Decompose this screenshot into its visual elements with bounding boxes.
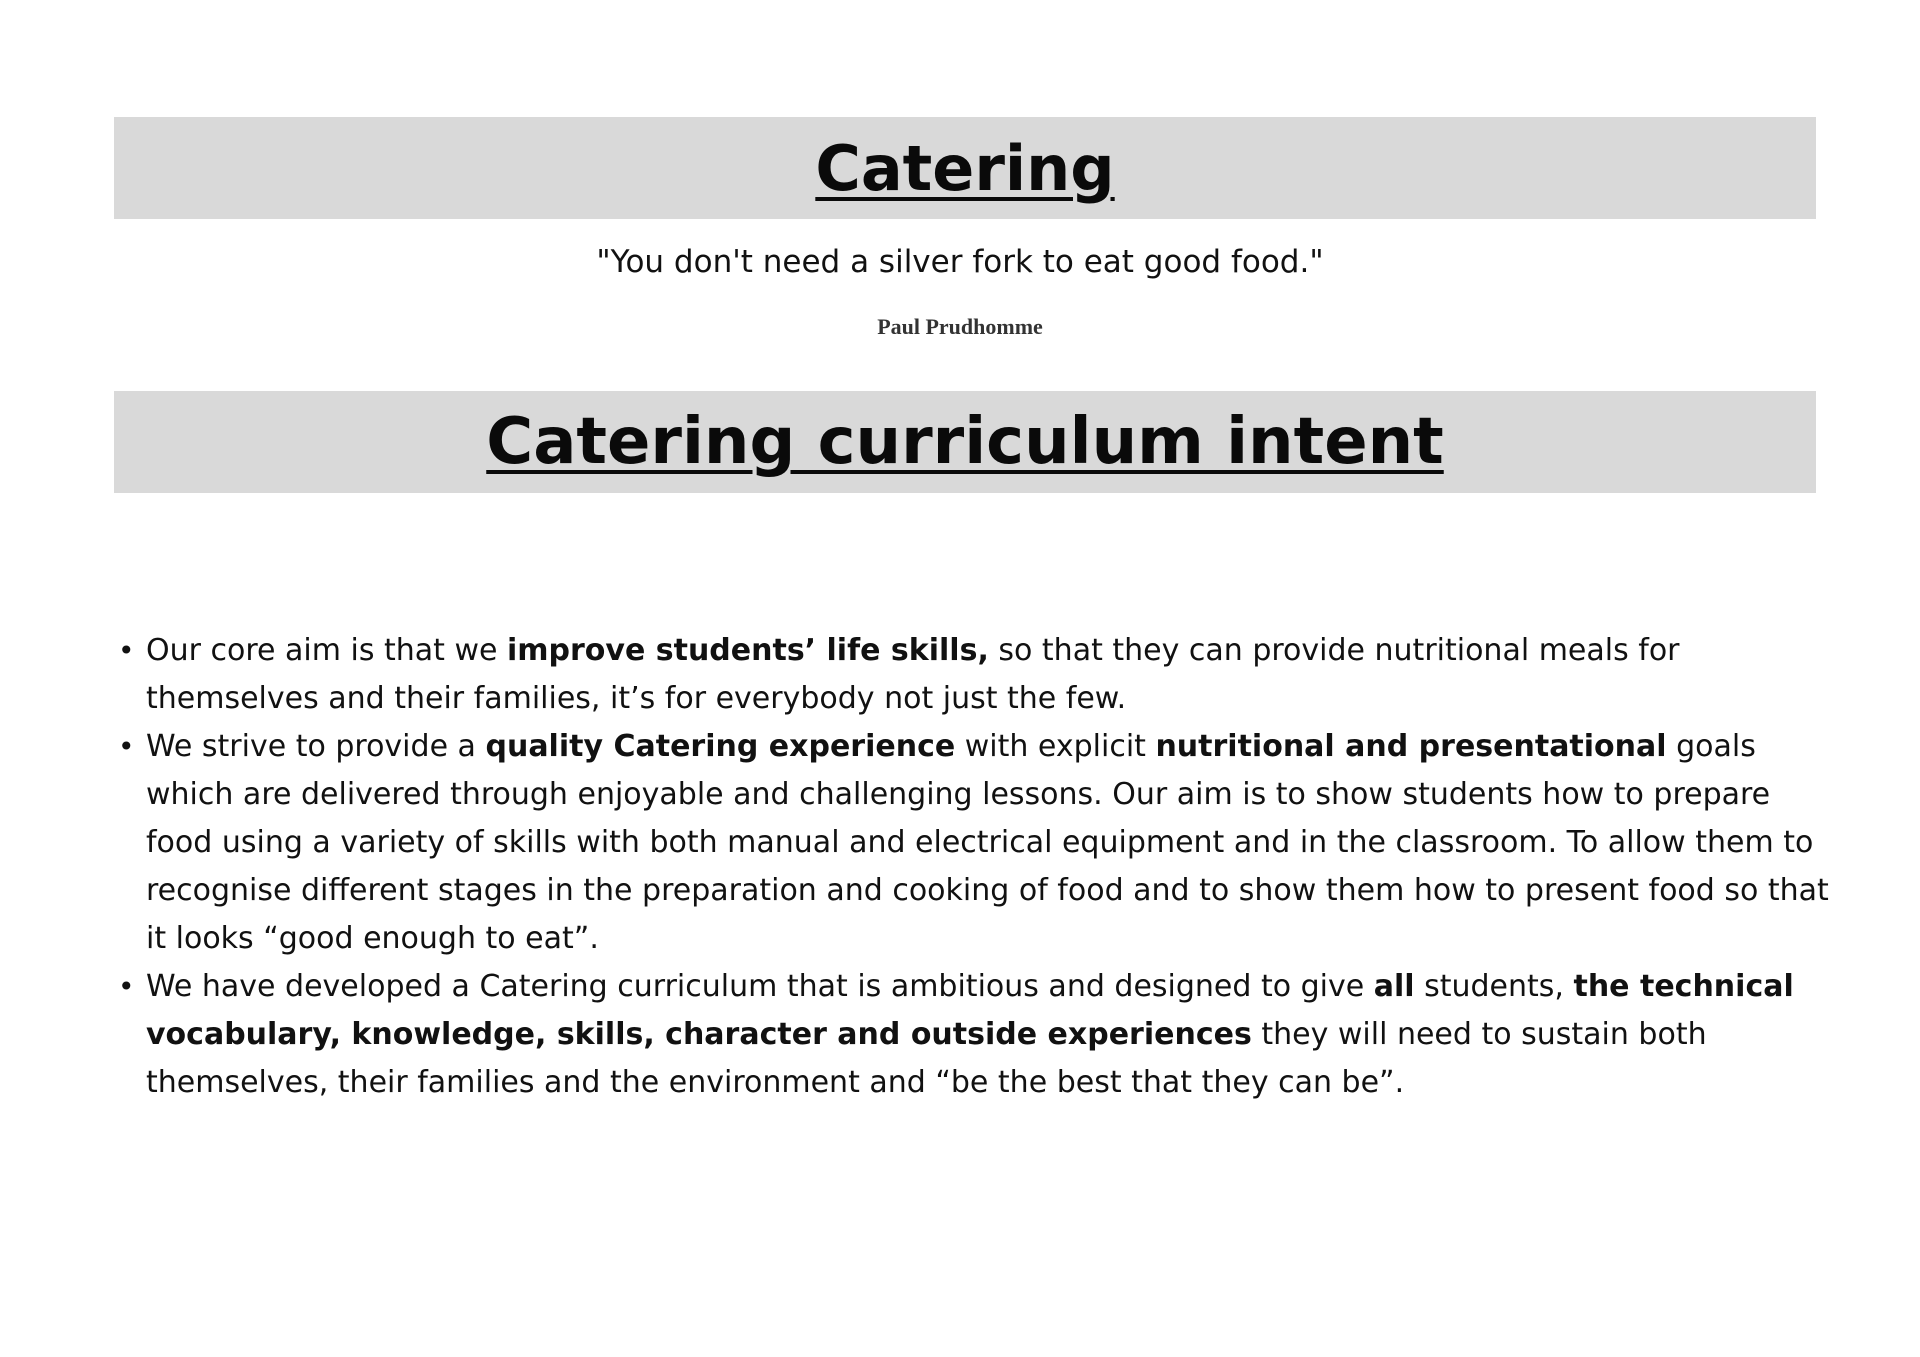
bold-text: improve students’ life skills, bbox=[506, 633, 989, 668]
title-banner bbox=[114, 117, 1816, 219]
bullet-icon: • bbox=[118, 730, 135, 763]
body-text: so that they can provide nutritional meals for themselves and their families, it’s for everybody not just the few. bbox=[146, 633, 1680, 716]
bold-text: all bbox=[1373, 969, 1415, 1004]
body-text: they will need to sustain both themselves, their families and the environment and “be the best that they can be”. bbox=[146, 1017, 1707, 1100]
quote-author: Paul Prudhomme bbox=[877, 314, 1043, 339]
section-heading: Catering curriculum intent bbox=[486, 405, 1444, 479]
body-text: with explicit bbox=[955, 729, 1156, 764]
body-text: goals which are delivered through enjoyable and challenging lessons. Our aim is to show students how to prepare food using a variety of skills with both manual and electrical equipment and in the classroom. To allow them to recognise different stages in the preparation and cooking of food and to show them how to present food so that it looks “good enough to eat”. bbox=[146, 729, 1829, 956]
bullet-icon: • bbox=[118, 970, 135, 1003]
quote-text: "You don't need a silver fork to eat good food." bbox=[596, 244, 1324, 280]
body-text: We have developed a Catering curriculum that is ambitious and designed to give bbox=[146, 969, 1374, 1004]
bold-text: the technical vocabulary, knowledge, skills, character and outside experiences bbox=[146, 969, 1794, 1052]
bullet-icon: • bbox=[118, 634, 135, 667]
body-text: We strive to provide a bbox=[146, 729, 486, 764]
body-text: Our core aim is that we bbox=[146, 633, 507, 668]
list-item bbox=[114, 963, 1834, 1107]
section-banner bbox=[114, 391, 1816, 493]
list-item bbox=[114, 723, 1834, 963]
bold-text: nutritional and presentational bbox=[1155, 729, 1667, 764]
list-item bbox=[114, 627, 1834, 723]
page-title: Catering bbox=[815, 131, 1115, 205]
body-text: students, bbox=[1414, 969, 1574, 1004]
intent-list bbox=[114, 627, 1834, 1107]
bold-text: quality Catering experience bbox=[485, 729, 956, 764]
